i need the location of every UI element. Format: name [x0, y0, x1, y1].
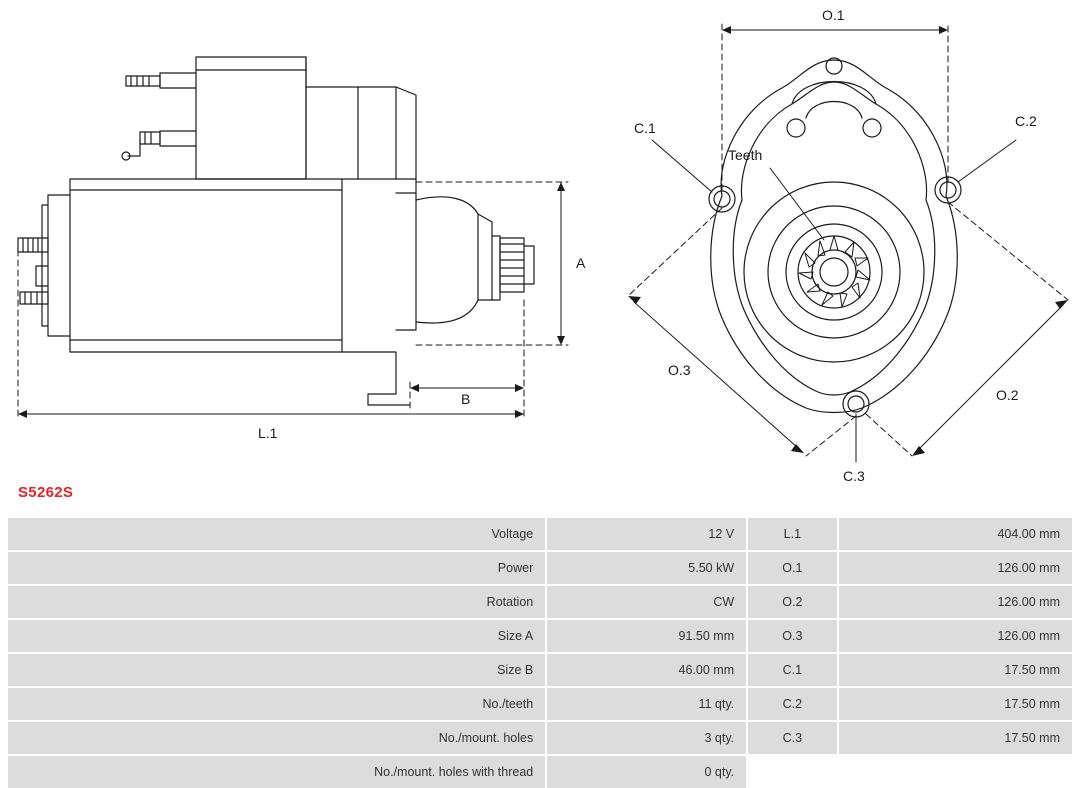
dim-label: O.3	[747, 619, 837, 653]
dim-value: 17.50 mm	[838, 653, 1072, 687]
label-c2: C.2	[1015, 113, 1037, 129]
spec-label: No./teeth	[8, 687, 546, 721]
dim-label-empty	[747, 755, 837, 788]
spec-value: 0 qty.	[546, 755, 747, 788]
spec-label: Power	[8, 551, 546, 585]
dim-value: 17.50 mm	[838, 687, 1072, 721]
label-o2: O.2	[996, 387, 1019, 403]
label-size-b: B	[461, 391, 471, 407]
dim-value-empty	[838, 755, 1072, 788]
dim-value: 126.00 mm	[838, 619, 1072, 653]
table-row	[8, 687, 1072, 721]
label-c3: C.3	[843, 468, 865, 484]
table-row	[8, 518, 1072, 551]
part-code: S5262S	[18, 484, 74, 501]
dim-value: 17.50 mm	[838, 721, 1072, 755]
spec-value: CW	[546, 585, 747, 619]
spec-label: Rotation	[8, 585, 546, 619]
spec-value: 3 qty.	[546, 721, 747, 755]
label-size-a: A	[576, 255, 586, 271]
spec-value: 5.50 kW	[546, 551, 747, 585]
spec-label: Voltage	[8, 518, 546, 551]
dim-label: L.1	[747, 518, 837, 551]
dim-value: 126.00 mm	[838, 585, 1072, 619]
dim-value: 126.00 mm	[838, 551, 1072, 585]
spec-value: 46.00 mm	[546, 653, 747, 687]
table-row	[8, 755, 1072, 788]
label-l1: L.1	[258, 425, 278, 441]
label-c1: C.1	[634, 120, 656, 136]
dim-value: 404.00 mm	[838, 518, 1072, 551]
specification-table	[8, 518, 1072, 788]
spec-label: No./mount. holes with thread	[8, 755, 546, 788]
dim-label: C.2	[747, 687, 837, 721]
table-row	[8, 585, 1072, 619]
dim-label: O.2	[747, 585, 837, 619]
spec-label: No./mount. holes	[8, 721, 546, 755]
label-o3: O.3	[668, 362, 691, 378]
table-row	[8, 653, 1072, 687]
dim-label: O.1	[747, 551, 837, 585]
spec-label: Size B	[8, 653, 546, 687]
front-view-drawing	[709, 58, 961, 417]
label-o1: O.1	[822, 7, 845, 23]
spec-value: 11 qty.	[546, 687, 747, 721]
spec-value: 12 V	[546, 518, 747, 551]
dim-label: C.3	[747, 721, 837, 755]
spec-value: 91.50 mm	[546, 619, 747, 653]
spec-label: Size A	[8, 619, 546, 653]
label-teeth: Teeth	[728, 147, 763, 163]
table-row	[8, 721, 1072, 755]
side-view-drawing	[18, 57, 534, 405]
dim-label: C.1	[747, 653, 837, 687]
table-row	[8, 551, 1072, 585]
table-row	[8, 619, 1072, 653]
